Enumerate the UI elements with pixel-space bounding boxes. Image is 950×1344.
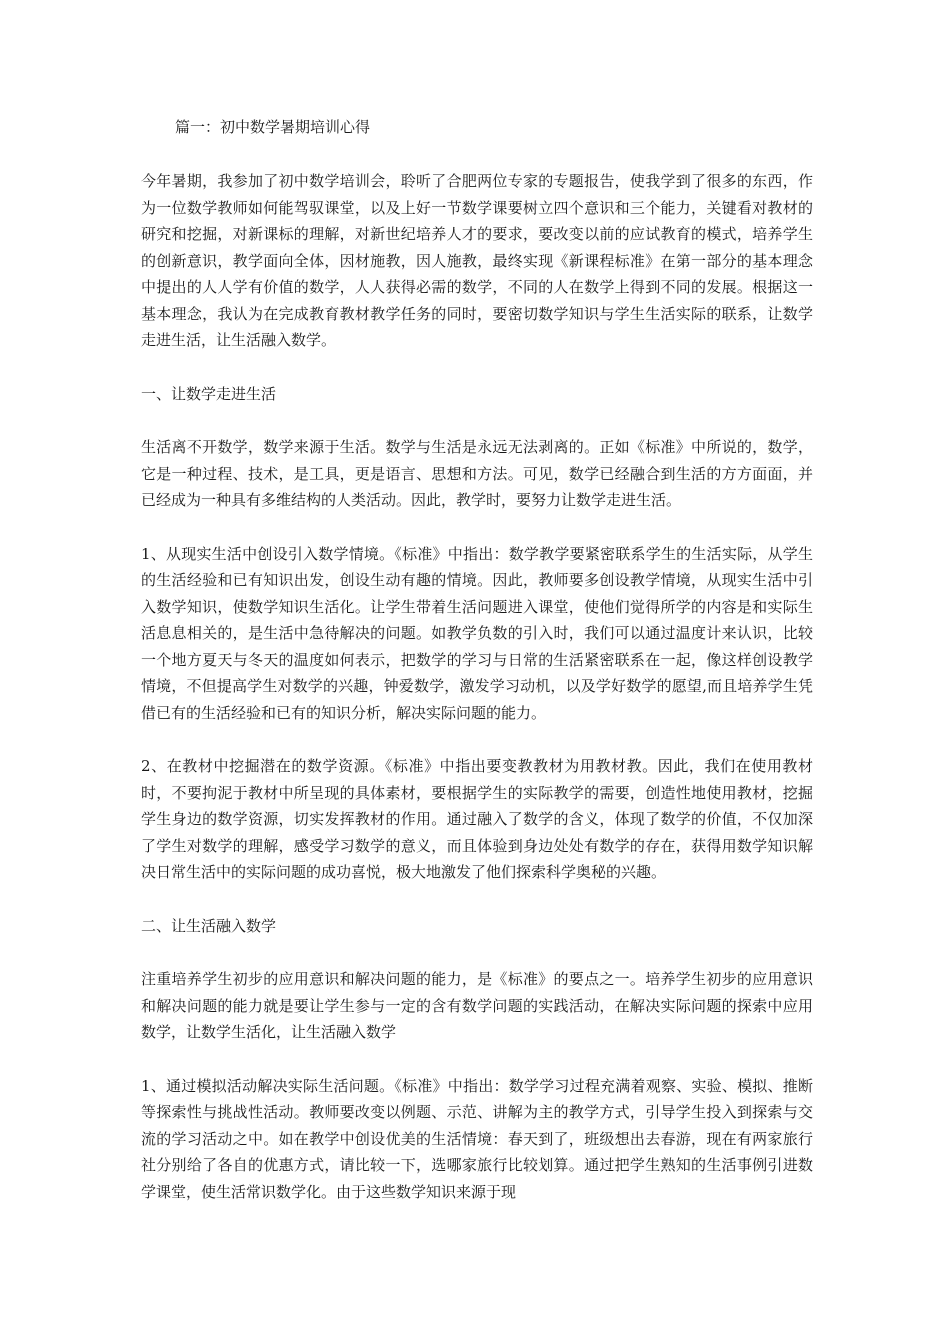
spacer bbox=[141, 141, 813, 168]
spacer bbox=[141, 726, 813, 753]
section-heading-2: 二、让生活融入数学 bbox=[141, 916, 277, 935]
spacer bbox=[141, 354, 813, 381]
section1-point2-paragraph: 2、在教材中挖掘潜在的数学资源。《标准》中指出要变教教材为用教材教。因此，我们在使用教材时，不要拘泥于教材中所呈现的具体素材，要根据学生的实际教学的需要，创造性地使用教材，挖掘学生身边的数学资源，切实发挥教材的作用。通过融入了数学的含义，体现了数学的价值，不仅加深了学生对数学的理解，感受学习数学的意义，而且体验到身边处处有数学的存在，获得用数学知识解决日常生活中的实际问题的成功喜悦，极大地激发了他们探索科学奥秘的兴趣。 bbox=[141, 757, 813, 881]
spacer bbox=[141, 1046, 813, 1073]
section1-point1-paragraph: 1、从现实生活中创设引入数学情境。《标准》中指出：数学教学要紧密联系学生的生活实际，从学生的生活经验和已有知识出发，创设生动有趣的情境。因此，教师要多创设教学情境，从现实生活中引入数学知识，使数学知识生活化。让学生带着生活问题进入课堂，使他们觉得所学的内容是和实际生活息息相关的，是生活中急待解决的问题。如教学负数的引入时，我们可以通过温度计来认识，比较一个地方夏天与冬天的温度如何表示，把数学的学习与日常的生活紧密联系在一起，像这样创设教学情境，不但提高学生对数学的兴趣，钟爱数学，激发学习动机，以及学好数学的愿望,而且培养学生凭借已有的生活经验和已有的知识分析，解决实际问题的能力。 bbox=[141, 544, 813, 722]
spacer bbox=[141, 886, 813, 913]
intro-paragraph: 今年暑期，我参加了初中数学培训会，聆听了合肥两位专家的专题报告，使我学到了很多的东西，作为一位数学教师如何能驾驭课堂，以及上好一节数学课要树立四个意识和三个能力，关键看对教材的研究和挖掘，对新课标的理解，对新世纪培养人才的要求，要改变以前的应试教育的模式，培养学生的创新意识，教学面向全体，因材施教，因人施教，最终实现《新课程标准》在第一部分的基本理念中提出的人人学有价值的数学，人人获得必需的数学，不同的人在数学上得到不同的发展。根据这一基本理念，我认为在完成教育教材教学任务的同时，要密切数学知识与学生生活实际的联系，让数学走进生活，让生活融入数学。 bbox=[141, 172, 813, 349]
spacer bbox=[141, 939, 813, 966]
spacer bbox=[141, 407, 813, 434]
section2-point1-paragraph: 1、通过模拟活动解决实际生活问题。《标准》中指出：数学学习过程充满着观察、实验、模拟、推断等探索性与挑战性活动。教师要改变以例题、示范、讲解为主的教学方式，引导学生投入到探索与交流的学习活动之中。如在教学中创设优美的生活情境：春天到了，班级想出去春游，现在有两家旅行社分别给了各自的优惠方式，请比较一下，选哪家旅行比较划算。通过把学生熟知的生活事例引进数学课堂，使生活常识数学化。由于这些数学知识来源于现 bbox=[141, 1076, 813, 1201]
document-title: 篇一：初中数学暑期培训心得 bbox=[175, 118, 371, 136]
document-page bbox=[141, 113, 813, 1205]
section-heading-1: 一、让数学走进生活 bbox=[141, 384, 277, 403]
section1-lead-paragraph: 生活离不开数学，数学来源于生活。数学与生活是永远无法剥离的。正如《标准》中所说的，数学，它是一种过程、技术，是工具，更是语言、思想和方法。可见，数学已经融合到生活的方方面面，并已经成为一种具有多维结构的人类活动。因此，教学时，要努力让数学走进生活。 bbox=[141, 438, 813, 509]
section2-lead-paragraph: 注重培养学生初步的应用意识和解决问题的能力，是《标准》的要点之一。培养学生初步的应用意识和解决问题的能力就是要让学生参与一定的含有数学问题的实践活动，在解决实际问题的探索中应用数学，让数学生活化，让生活融入数学 bbox=[141, 970, 813, 1041]
spacer bbox=[141, 514, 813, 541]
